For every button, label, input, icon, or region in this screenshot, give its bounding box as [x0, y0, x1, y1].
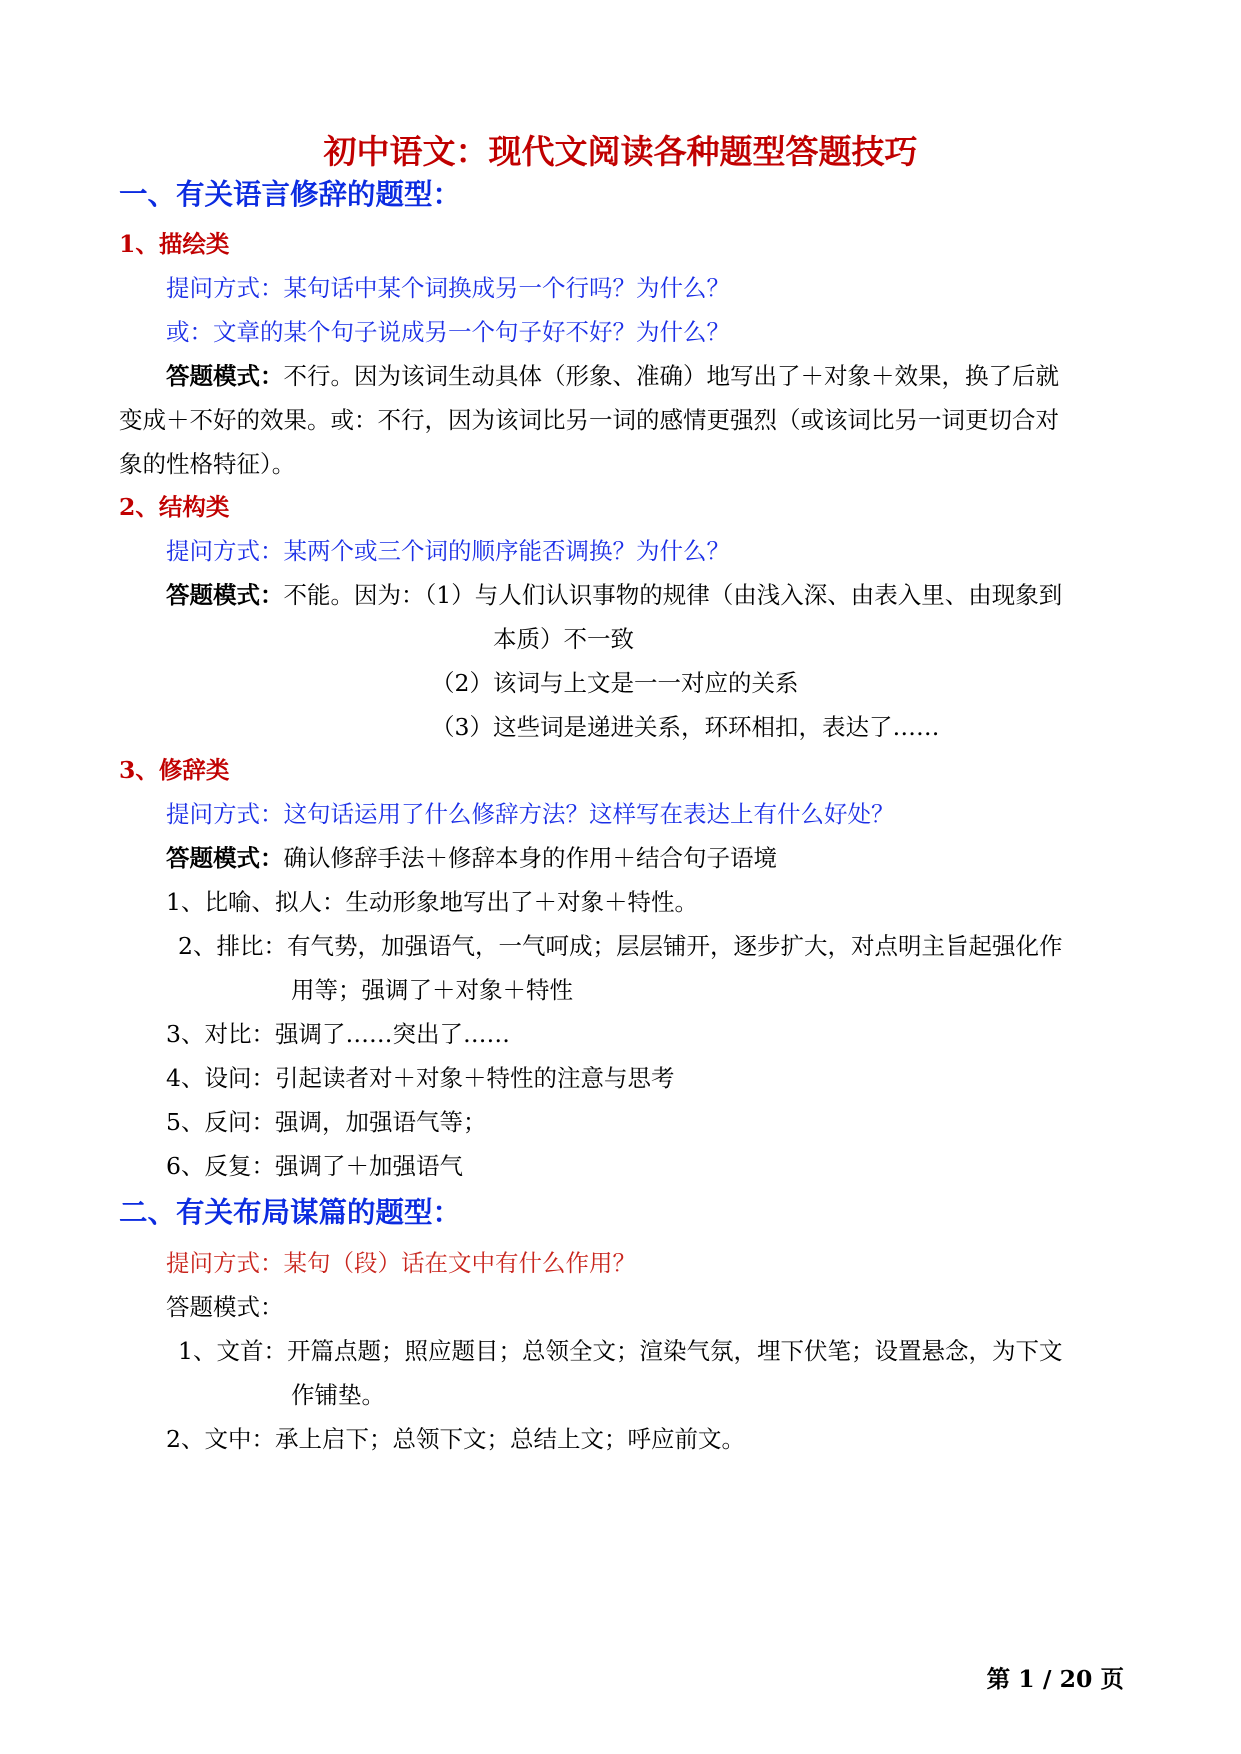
answer-pattern-3	[166, 842, 777, 874]
question-format-2: 提问方式：某两个或三个词的顺序能否调换？为什么？	[166, 537, 730, 565]
list-item-parallelism-cont: 用等；强调了＋对象＋特性	[291, 976, 573, 1004]
question-format-1: 提问方式：某句话中某个词换成另一个行吗？为什么？	[166, 274, 730, 302]
answer-pattern-2	[166, 579, 1062, 611]
answer-label: 答题模式：	[166, 362, 284, 390]
answer-text: 不能。因为：（1）与人们认识事物的规律（由浅入深、由表入里、由现象到	[283, 581, 1063, 609]
question-format-1-alt: 或：文章的某个句子说成另一个句子好不好？为什么？	[166, 318, 730, 346]
subheading-structure: 2、结构类	[119, 493, 230, 521]
section-heading-layout: 二、有关布局谋篇的题型：	[119, 1195, 462, 1229]
subheading-descriptive: 1、描绘类	[119, 230, 230, 258]
answer-pattern-2-line4: （3）这些词是递进关系，环环相扣，表达了……	[431, 713, 940, 741]
list-item-rhetorical-question: 4、设问：引起读者对＋对象＋特性的注意与思考	[166, 1064, 675, 1092]
answer-label: 答题模式：	[166, 844, 284, 872]
section-heading-language-rhetoric: 一、有关语言修辞的题型：	[119, 177, 462, 211]
question-format-3: 提问方式：这句话运用了什么修辞方法？这样写在表达上有什么好处？	[166, 800, 895, 828]
answer-pattern-1-line2: 变成＋不好的效果。或：不行，因为该词比另一词的感情更强烈（或该词比另一词更切合对	[119, 406, 1059, 434]
list-item-opening: 1、文首：开篇点题；照应题目；总领全文；渲染气氛，埋下伏笔；设置悬念，为下文	[178, 1337, 1063, 1365]
answer-pattern-4-label: 答题模式：	[166, 1293, 284, 1321]
list-item-repetition: 6、反复：强调了＋加强语气	[166, 1152, 463, 1180]
subheading-rhetoric: 3、修辞类	[119, 756, 230, 784]
page-number: 第 1 / 20 页	[986, 1665, 1124, 1693]
answer-label: 答题模式：	[166, 581, 284, 609]
answer-pattern-1-line3: 象的性格特征）。	[119, 450, 296, 478]
answer-text: 不行。因为该词生动具体（形象、准确）地写出了＋对象＋效果，换了后就	[283, 362, 1059, 390]
list-item-metaphor: 1、比喻、拟人：生动形象地写出了＋对象＋特性。	[166, 888, 698, 916]
list-item-middle: 2、文中：承上启下；总领下文；总结上文；呼应前文。	[166, 1425, 745, 1453]
answer-text: 确认修辞手法＋修辞本身的作用＋结合句子语境	[283, 844, 777, 872]
answer-pattern-1	[166, 360, 1059, 392]
question-format-4: 提问方式：某句（段）话在文中有什么作用？	[166, 1249, 636, 1277]
answer-pattern-2-line3: （2）该词与上文是一一对应的关系	[431, 669, 799, 697]
list-item-contrast: 3、对比：强调了……突出了……	[166, 1020, 510, 1048]
document-title: 初中语文：现代文阅读各种题型答题技巧	[323, 132, 918, 171]
list-item-opening-cont: 作铺垫。	[291, 1381, 385, 1409]
answer-pattern-2-line2: 本质）不一致	[493, 625, 634, 653]
list-item-parallelism: 2、排比：有气势，加强语气，一气呵成；层层铺开，逐步扩大，对点明主旨起强化作	[178, 932, 1063, 960]
list-item-counter-question: 5、反问：强调，加强语气等；	[166, 1108, 487, 1136]
